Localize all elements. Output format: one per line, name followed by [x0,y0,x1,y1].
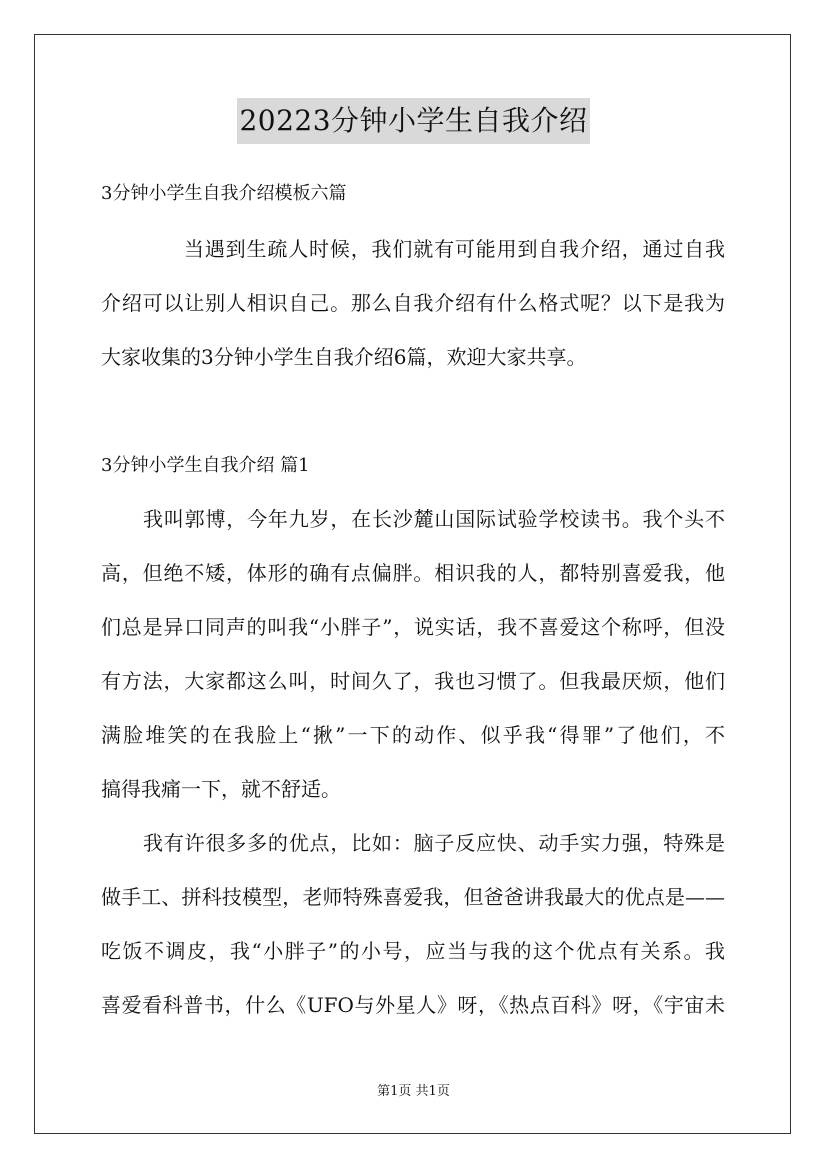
paragraph-line: 喜爱看科普书，什么《UFO与外星人》呀，《热点百科》呀，《宇宙未 [101,993,725,1017]
paragraph-line: 满脸堆笑的在我脸上“揪”一下的动作、似乎我“得罪”了他们，不 [101,723,725,747]
intro-line: 介绍可以让别人相识自己。那么自我介绍有什么格式呢？以下是我为 [101,291,725,315]
intro-line: 大家收集的3分钟小学生自我介绍6篇，欢迎大家共享。 [101,345,587,369]
intro-line: 当遇到生疏人时候，我们就有可能用到自我介绍，通过自我 [184,237,725,261]
document-subtitle: 3分钟小学生自我介绍模板六篇 [101,183,347,204]
paragraph-line: 我叫郭博，今年九岁，在长沙麓山国际试验学校读书。我个头不 [143,507,725,531]
paragraph-line: 吃饭不调皮，我“小胖子”的小号，应当与我的这个优点有关系。我 [101,939,725,963]
paragraph-line: 们总是异口同声的叫我“小胖子”，说实话，我不喜爱这个称呼，但没 [101,615,725,639]
paragraph-line: 有方法，大家都这么叫，时间久了，我也习惯了。但我最厌烦，他们 [101,669,725,693]
paragraph-line: 我有许很多多的优点，比如：脑子反应快、动手实力强，特殊是 [143,831,725,855]
title-container [0,98,827,144]
section-heading: 3分钟小学生自我介绍 篇1 [101,455,310,476]
document-title: 20223分钟小学生自我介绍 [237,98,589,144]
paragraph-line: 做手工、拼科技模型，老师特殊喜爱我，但爸爸讲我最大的优点是—— [101,885,725,909]
paragraph-line: 高，但绝不矮，体形的确有点偏胖。相识我的人，都特别喜爱我，他 [101,561,725,585]
paragraph-line: 搞得我痛一下，就不舒适。 [101,777,341,801]
page-footer: 第1页 共1页 [377,1084,450,1099]
